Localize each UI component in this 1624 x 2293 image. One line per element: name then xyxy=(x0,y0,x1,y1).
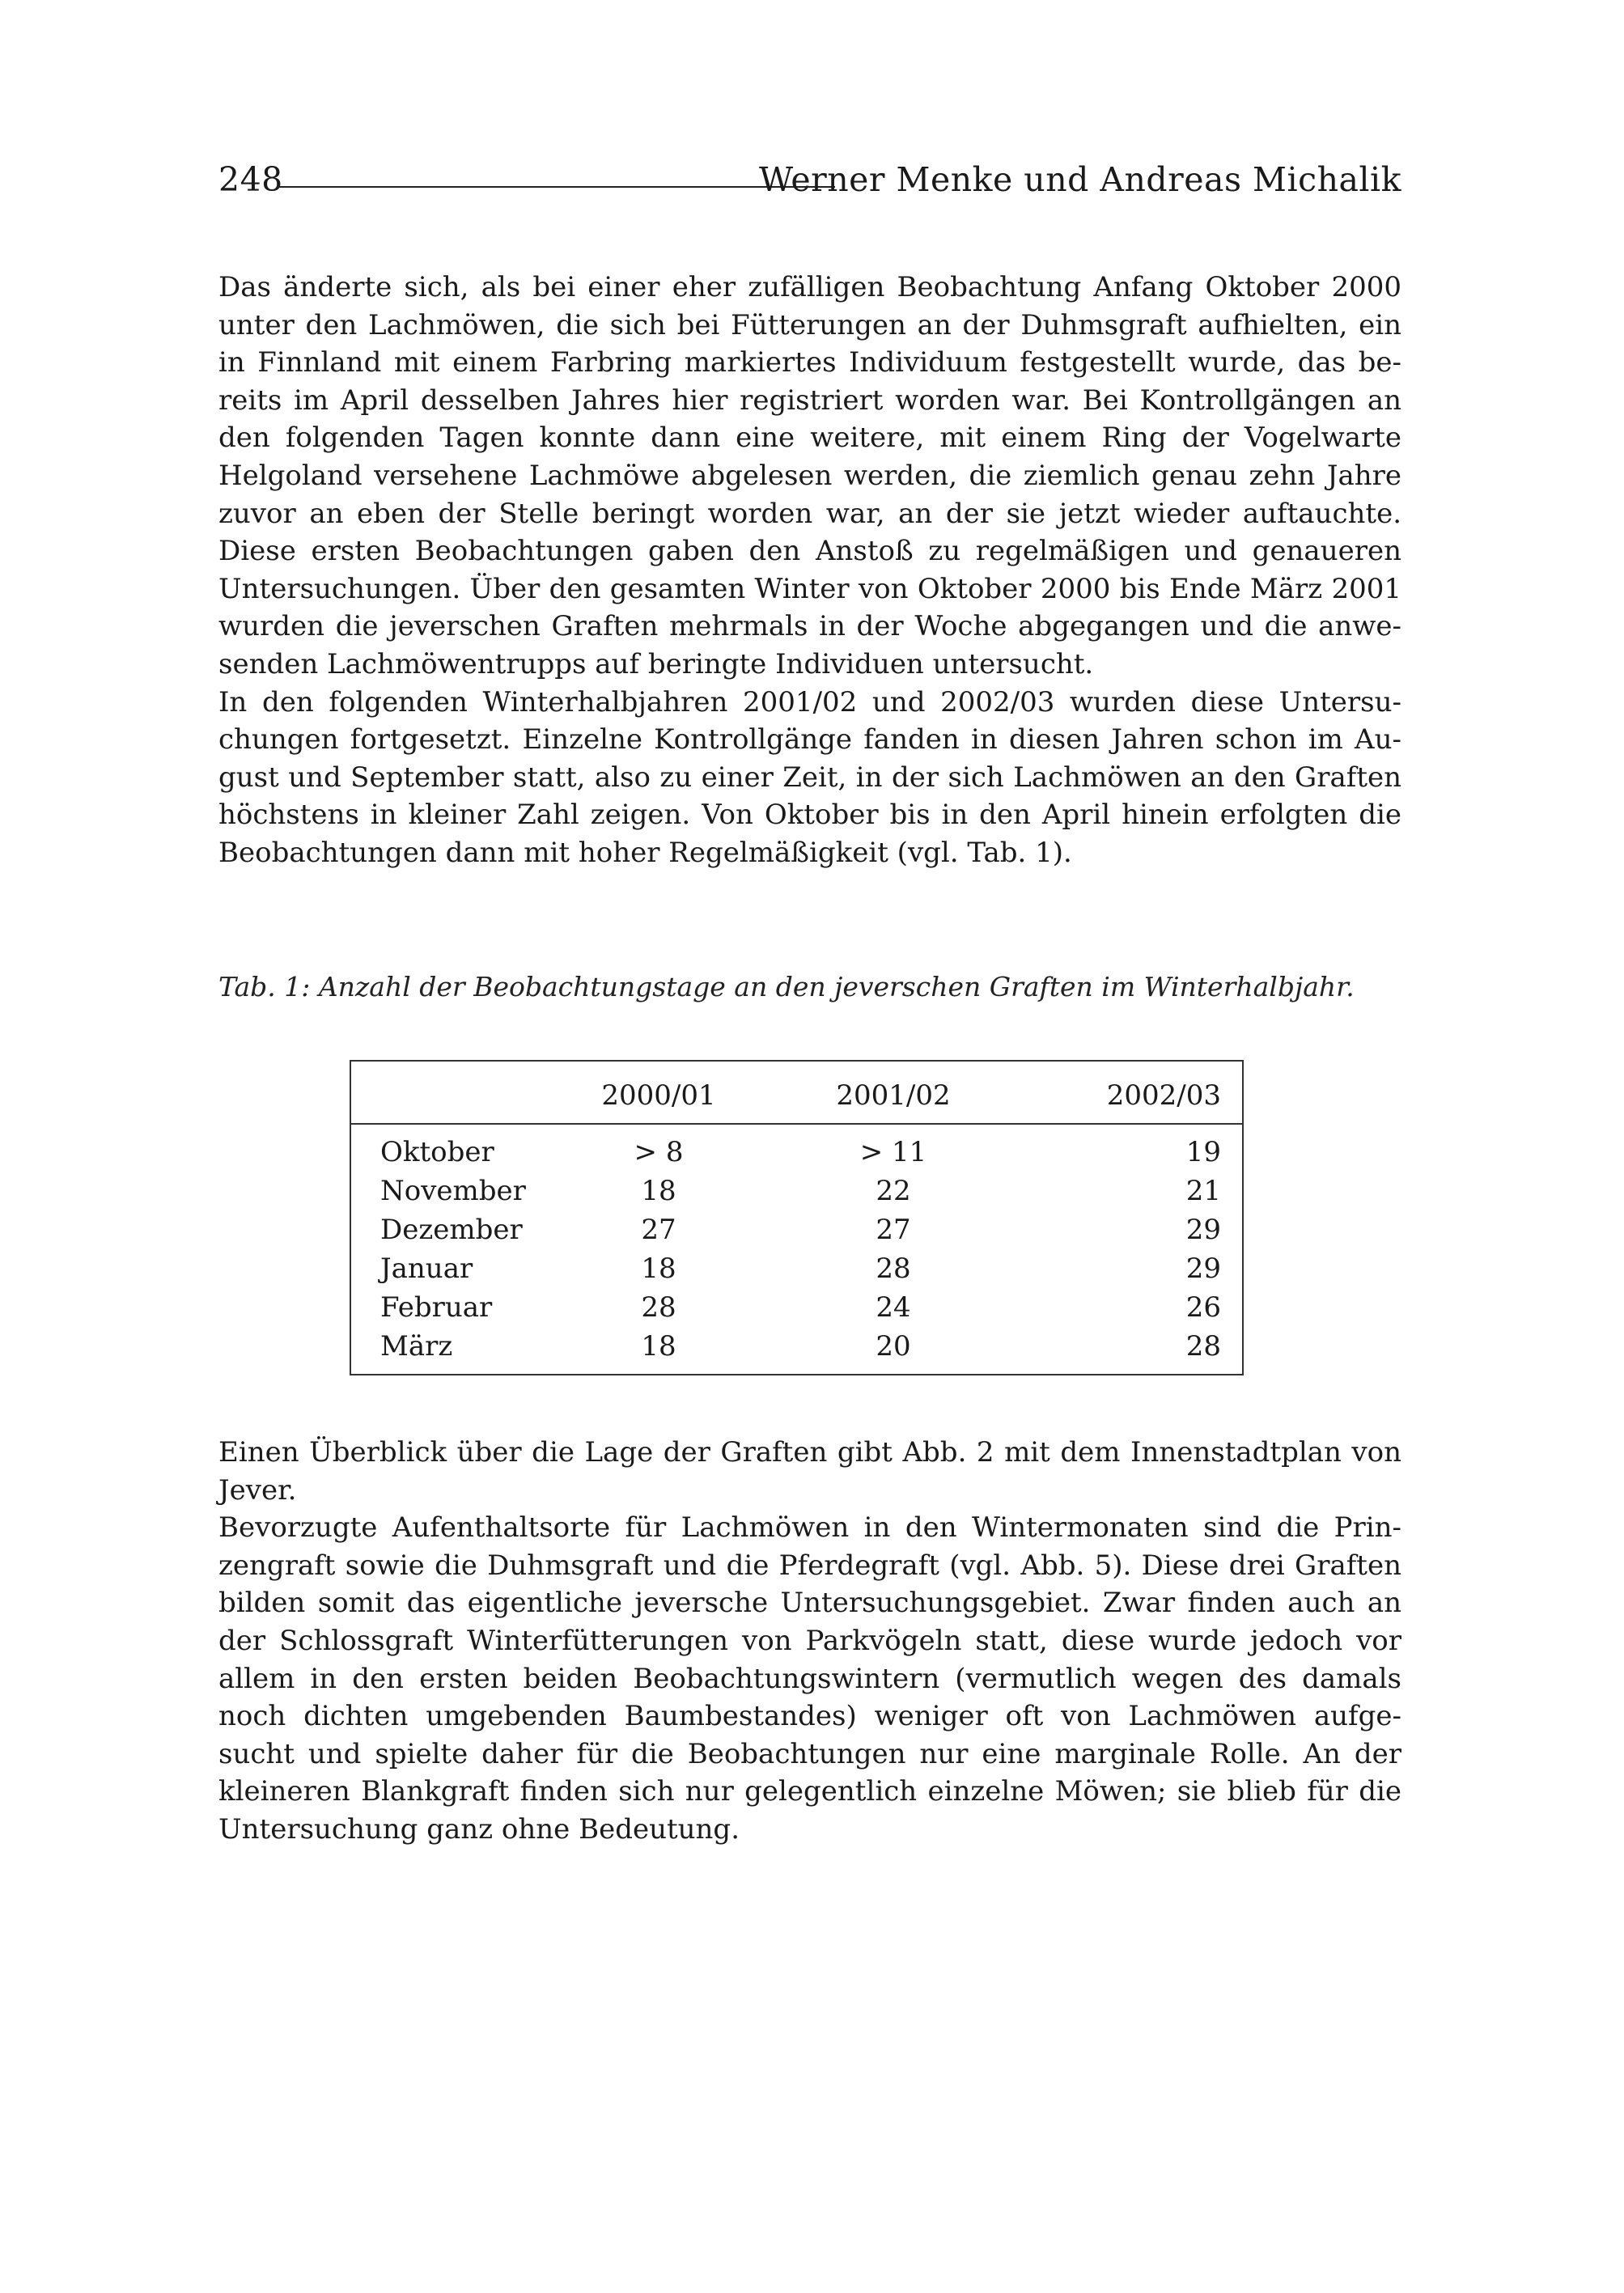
text-line: zengraft sowie die Duhmsgraft und die Pferdegraft (vgl. Abb. 5). Diese drei Graften xyxy=(218,1549,1401,1582)
table-cell: 26 xyxy=(1185,1291,1221,1324)
table-cell: 28 xyxy=(1185,1330,1221,1363)
text-line: Helgoland versehene Lachmöwe abgelesen werden, die ziemlich genau zehn Jahre xyxy=(218,459,1401,492)
table-cell: > 11 xyxy=(859,1136,927,1168)
table-cell: 18 xyxy=(641,1175,676,1207)
text-line: höchstens in kleiner Zahl zeigen. Von Oktober bis in den April hinein erfolgten die xyxy=(218,799,1401,832)
table-caption: Tab. 1: Anzahl der Beobachtungstage an den jeverschen Graften im Winterhalbjahr. xyxy=(218,971,1355,1002)
text-line: chungen fortgesetzt. Einzelne Kontrollgänge fanden in diesen Jahren schon im Au- xyxy=(218,723,1401,757)
text-line: wurden die jeverschen Graften mehrmals in der Woche abgegangen und die anwe- xyxy=(218,610,1401,643)
table-header-cell: 2002/03 xyxy=(1106,1079,1221,1112)
text-line: Einen Überblick über die Lage der Graften gibt Abb. 2 mit dem Innenstadtplan von xyxy=(218,1436,1401,1469)
table-cell: 24 xyxy=(876,1291,911,1324)
table-cell: 29 xyxy=(1185,1214,1221,1246)
table-cell: November xyxy=(380,1175,526,1207)
table-cell: 27 xyxy=(641,1214,676,1246)
text-line: Bevorzugte Aufenthaltsorte für Lachmöwen in den Wintermonaten sind die Prin- xyxy=(218,1511,1401,1545)
text-line: Das änderte sich, als bei einer eher zufälligen Beobachtung Anfang Oktober 2000 xyxy=(218,271,1401,303)
text-line: sucht und spielte daher für die Beobachtungen nur eine marginale Rolle. An der xyxy=(218,1737,1401,1770)
table-cell: 29 xyxy=(1185,1252,1221,1285)
paragraph xyxy=(218,1509,1401,1848)
text-line: kleineren Blankgraft finden sich nur gelegentlich einzelne Möwen; sie blieb für die xyxy=(218,1775,1401,1808)
table-cell: 19 xyxy=(1185,1136,1221,1168)
header-rule xyxy=(277,186,835,188)
paragraph xyxy=(218,1434,1401,1509)
text-line: unter den Lachmöwen, die sich bei Fütterungen an der Duhmsgraft aufhielten, ein xyxy=(218,308,1401,341)
table-cell: > 8 xyxy=(634,1136,684,1168)
table-header-cell: 2000/01 xyxy=(601,1079,716,1112)
table-cell: 22 xyxy=(876,1175,911,1207)
text-line: allem in den ersten beiden Beobachtungswintern (vermutlich wegen des damals xyxy=(218,1662,1401,1695)
table-cell: 27 xyxy=(876,1214,911,1246)
table-cell: 28 xyxy=(641,1291,676,1324)
text-line: der Schlossgraft Winterfütterungen von Parkvögeln statt, diese wurde jedoch vor xyxy=(218,1624,1401,1657)
text-line: gust und September statt, also zu einer Zeit, in der sich Lachmöwen an den Graften xyxy=(218,761,1401,794)
table-cell: Oktober xyxy=(380,1136,494,1168)
text-line: Untersuchung ganz ohne Bedeutung. xyxy=(218,1812,740,1846)
body-text-bottom xyxy=(218,1434,1401,1849)
data-table xyxy=(350,1060,1244,1375)
text-line: Diese ersten Beobachtungen gaben den Anstoß zu regelmäßigen und genaueren xyxy=(218,535,1401,568)
table-cell: 18 xyxy=(641,1252,676,1285)
paragraph xyxy=(218,684,1401,872)
table-cell: 18 xyxy=(641,1330,676,1363)
page-number: 248 xyxy=(218,160,283,199)
paragraph xyxy=(218,269,1401,684)
text-line: noch dichten umgebenden Baumbestandes) weniger oft von Lachmöwen aufge- xyxy=(218,1700,1401,1733)
table-cell: 21 xyxy=(1185,1175,1221,1207)
text-line: Beobachtungen dann mit hoher Regelmäßigkeit (vgl. Tab. 1). xyxy=(218,836,1072,869)
body-text-top xyxy=(218,269,1401,872)
table-cell: Dezember xyxy=(380,1214,523,1246)
table-cell: 28 xyxy=(876,1252,911,1285)
text-line: zuvor an eben der Stelle beringt worden war, an der sie jetzt wieder auftauchte. xyxy=(218,497,1401,530)
table-cell: Januar xyxy=(380,1252,473,1285)
text-line: in Finnland mit einem Farbring markiertes Individuum festgestellt wurde, das be- xyxy=(218,346,1401,379)
text-line: Untersuchungen. Über den gesamten Winter von Oktober 2000 bis Ende März 2001 xyxy=(218,572,1401,605)
text-line: Jever. xyxy=(218,1473,297,1507)
table-header-cell: 2001/02 xyxy=(836,1079,951,1112)
running-header xyxy=(218,160,1401,209)
text-line: den folgenden Tagen konnte dann eine weitere, mit einem Ring der Vogelwarte xyxy=(218,422,1401,455)
text-line: In den folgenden Winterhalbjahren 2001/02 und 2002/03 wurden diese Untersu- xyxy=(218,685,1401,718)
running-title: Werner Menke und Andreas Michalik xyxy=(759,160,1401,199)
table-cell: März xyxy=(380,1330,453,1363)
text-line: senden Lachmöwentrupps auf beringte Individuen untersucht. xyxy=(218,647,1094,680)
text-line: reits im April desselben Jahres hier registriert worden war. Bei Kontrollgängen an xyxy=(218,384,1401,417)
table-cell: 20 xyxy=(876,1330,911,1363)
table-header-row xyxy=(351,1062,1242,1125)
text-line: bilden somit das eigentliche jeversche Untersuchungsgebiet. Zwar finden auch an xyxy=(218,1587,1401,1620)
table-cell: Februar xyxy=(380,1291,493,1324)
